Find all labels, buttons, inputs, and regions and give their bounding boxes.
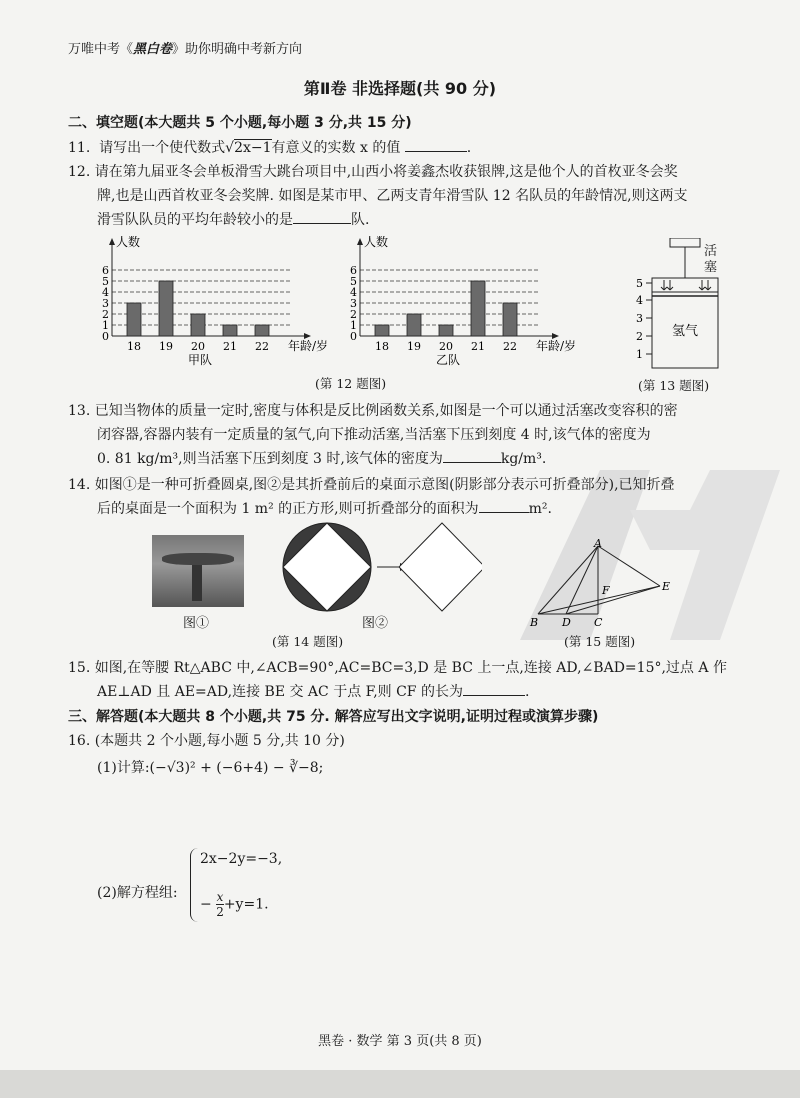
chart-title: 乙队 [436,353,461,366]
y-tick-label: 2 [350,308,357,321]
point-E: E [662,580,671,593]
point-C: C [594,616,603,628]
scan-edge [0,1070,800,1098]
bar-20 [191,314,205,336]
tick-5: 5 [636,277,643,290]
piston-label-bottom: 塞 [704,260,718,275]
fig14-label-1: 图① [183,616,210,631]
question-14: 14. 如图①是一种可折叠圆桌,图②是其折叠前后的桌面示意图(阴影部分表示可折叠部分),已知折叠 [68,477,675,493]
question-13: 13. 已知当物体的质量一定时,密度与体积是反比例函数关系,如图是一个可以通过活塞改变容积的密 [68,403,678,419]
system-brace-icon [190,848,199,922]
sqrt-sign-icon: √ [225,140,235,156]
point-F: F [602,584,610,597]
chart-team-jia [102,236,328,366]
question-12: 12. 请在第九届亚冬会单板滑雪大跳台项目中,山西小将姜鑫杰收获银牌,这是他个人的首枚亚冬会奖 [68,164,678,180]
question-14-line2: 后的桌面是一个面积为 1 m² 的正方形,则可折叠部分的面积为 m². [97,498,552,520]
tick-2: 2 [636,330,643,343]
question-15: 15. 如图,在等腰 Rt△ABC 中,∠ACB=90°,AC=BC=3,D 是 BC 上一点,连接 AD,∠BAD=15°,过点 A 作 [68,660,727,676]
question-12-line3: 滑雪队队员的平均年龄较小的是 队. [97,209,369,231]
folding-table-photo [152,535,244,607]
y-tick-label: 0 [102,330,109,343]
piston-handle [670,238,700,247]
fig13-caption: (第 13 题图) [638,378,710,393]
y-tick-label: 6 [102,264,109,277]
page-header: 万唯中考《黑白卷》助你明确中考新方向 [68,42,303,57]
question-12-line2: 牌,也是山西首枚亚冬会奖牌. 如图是某市甲、乙两支青年滑雪队 12 名队员的年龄情况,则这两支 [97,188,688,204]
x-tick-label: 19 [159,340,173,353]
page-footer: 黑卷 · 数学 第 3 页(共 8 页) [318,1034,482,1049]
question-13-line3: 0. 81 kg/m³,则当活塞下压到刻度 3 时,该气体的密度为 kg/m³. [97,448,546,470]
section-fill-in: 二、填空题(本大题共 5 个小题,每小题 3 分,共 15 分) [68,115,412,131]
y-axis-arrow-icon [109,238,115,245]
y-axis-label: 人数 [364,236,389,249]
point-A: A [594,538,602,550]
y-axis-arrow-icon [357,238,363,245]
fig15-triangle-diagram [528,538,688,628]
x-tick-label: 18 [127,340,141,353]
tick-1: 1 [636,348,643,361]
fig14-label-2: 图② [362,616,389,631]
answer-blank-15[interactable] [463,681,525,696]
bar-22 [255,325,269,336]
x-axis-label: 年龄/岁 [288,339,329,353]
bar-19 [407,314,421,336]
fig14-caption: (第 14 题图) [272,634,344,649]
fig12-charts [90,236,610,366]
x-tick-label: 22 [255,340,269,353]
x-tick-label: 20 [191,340,205,353]
equation-2: − $\frac{x}{2}$ +y=1. [200,890,269,919]
question-13-line2: 闭容器,容器内装有一定质量的氢气,向下推动活塞,当活塞下压到刻度 4 时,该气体的密度为 [97,427,651,443]
chart-team-yi [350,236,576,366]
point-D: D [562,616,571,628]
part-title: 第Ⅱ卷 非选择题(共 90 分) [303,79,497,98]
x-tick-label: 21 [223,340,237,353]
x-tick-label: 18 [375,340,389,353]
y-axis-label: 人数 [116,236,141,249]
x-tick-label: 19 [407,340,421,353]
question-16: 16. (本题共 2 个小题,每小题 5 分,共 10 分) [68,733,345,749]
bar-18 [375,325,389,336]
fig15-caption: (第 15 题图) [564,634,636,649]
y-tick-label: 2 [102,308,109,321]
bar-20 [439,325,453,336]
x-tick-label: 21 [471,340,485,353]
equation-1: 2x−2y=−3, [200,851,283,867]
question-16-part1: (1)计算:(−√3)² + (−6+4) − ∛−8; [97,760,324,776]
tick-4: 4 [636,294,643,307]
x-tick-label: 22 [503,340,517,353]
y-tick-label: 5 [102,275,109,288]
piston-label-top: 活 [704,244,718,259]
fig12-caption: (第 12 题图) [315,376,387,391]
y-tick-label: 4 [102,286,109,299]
y-tick-label: 5 [350,275,357,288]
section-solutions: 三、解答题(本大题共 8 个小题,共 75 分. 解答应写出文字说明,证明过程或演算步骤) [68,709,599,725]
y-tick-label: 3 [350,297,357,310]
y-tick-label: 1 [350,319,357,332]
point-B: B [530,616,539,628]
bar-18 [127,303,141,336]
folded-square [399,523,482,611]
y-tick-label: 4 [350,286,357,299]
x-tick-label: 20 [439,340,453,353]
bar-21 [223,325,237,336]
y-tick-label: 0 [350,330,357,343]
fig14-diagram [282,522,482,614]
answer-blank-14[interactable] [479,498,529,513]
bar-22 [503,303,517,336]
answer-blank-12[interactable] [293,209,351,224]
question-11: 11. 请写出一个使代数式√2x−1有意义的实数 x 的值 . [68,137,471,159]
y-tick-label: 3 [102,297,109,310]
x-axis-label: 年龄/岁 [536,339,577,353]
tick-3: 3 [636,312,643,325]
bar-19 [159,281,173,336]
y-tick-label: 1 [102,319,109,332]
y-tick-label: 6 [350,264,357,277]
chart-title: 甲队 [188,353,213,366]
hydrogen-label: 氢气 [672,324,699,339]
bar-21 [471,281,485,336]
answer-blank-11[interactable] [405,137,467,152]
question-16-part2-label: (2)解方程组: [97,885,178,901]
question-15-line2: AE⊥AD 且 AE=AD,连接 BE 交 AC 于点 F,则 CF 的长为 . [97,681,529,703]
